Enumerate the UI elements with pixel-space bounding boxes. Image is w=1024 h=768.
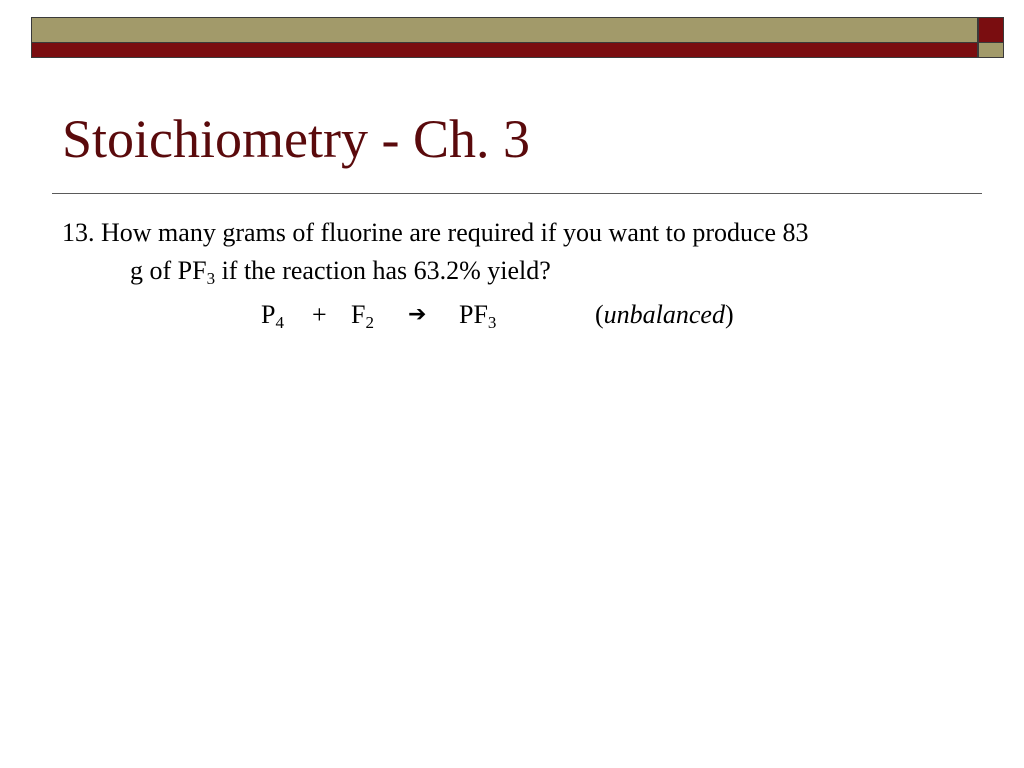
product-pf3-symbol: PF [459, 300, 488, 329]
question-subscript: 3 [206, 269, 216, 288]
note-open-paren: ( [595, 300, 604, 329]
plus-sign: + [312, 300, 327, 329]
reactant-p4-symbol: P [261, 300, 276, 329]
product-pf3-subscript: 3 [487, 313, 497, 332]
reactant-f2-subscript: 2 [365, 313, 374, 332]
question-line-2 [62, 252, 972, 290]
reaction-arrow-icon: ➔ [408, 302, 427, 327]
unbalanced-note [595, 296, 734, 334]
header-corner-olive [978, 42, 1004, 58]
product-pf3 [459, 296, 496, 334]
question-line-1: 13. How many grams of fluorine are required if you want to produce 83 [62, 218, 809, 247]
header-band-maroon [31, 42, 978, 58]
question-line-2-prefix: g of PF [130, 256, 207, 285]
header-band-olive [31, 17, 978, 43]
slide-title: Stoichiometry - Ch. 3 [62, 109, 530, 169]
note-close-paren: ) [724, 300, 734, 329]
reactant-p4-subscript: 4 [275, 313, 284, 332]
reactant-f2-symbol: F [351, 300, 366, 329]
title-divider [52, 193, 982, 194]
note-word: unbalanced [603, 300, 725, 329]
question-text [62, 214, 972, 290]
question-line-2-suffix: if the reaction has 63.2% yield? [215, 256, 551, 285]
reactant-p4 [261, 296, 284, 334]
reactant-f2 [351, 296, 374, 334]
header-corner-maroon [978, 17, 1004, 43]
